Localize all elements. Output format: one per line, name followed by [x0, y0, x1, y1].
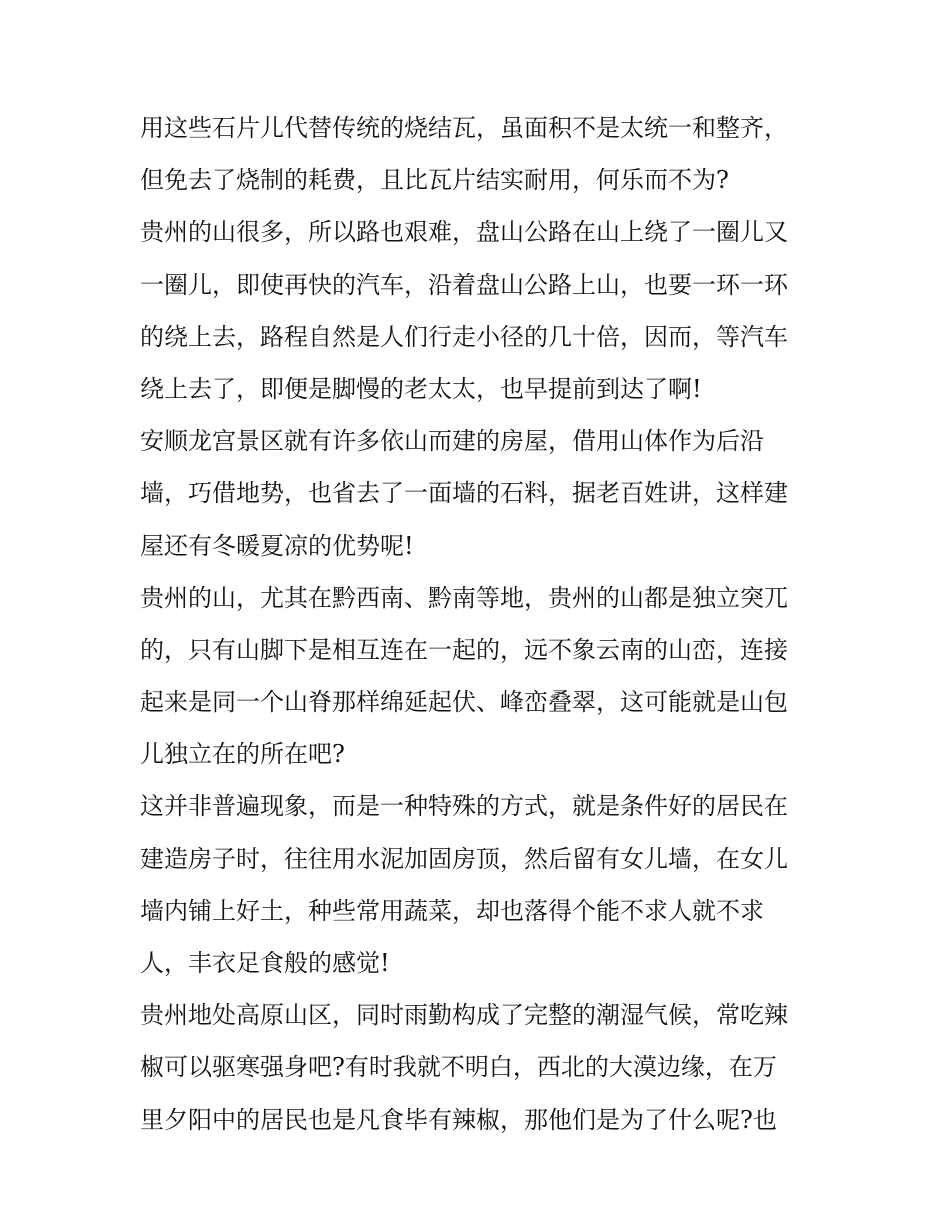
document-body: [140, 102, 820, 1146]
text-line: 一圈儿，即使再快的汽车，沿着盘山公路上山，也要一环一环: [140, 270, 788, 299]
text-line: 贵州地处高原山区，同时雨勤构成了完整的潮湿气候，常吃辣: [140, 1001, 788, 1030]
text-line: 墙内铺上好土，种些常用蔬菜，却也落得个能不求人就不求: [140, 896, 764, 925]
text-line: 屋还有冬暖夏凉的优势呢!: [140, 531, 414, 560]
text-line: 起来是同一个山脊那样绵延起伏、峰峦叠翠，这可能就是山包: [140, 688, 788, 717]
text-line: 用这些石片儿代替传统的烧结瓦，虽面积不是太统一和整齐，: [140, 114, 788, 142]
text-line: 这并非普遍现象，而是一种特殊的方式，就是条件好的居民在: [140, 792, 788, 821]
text-line: 儿独立在的所在吧?: [140, 740, 345, 769]
text-line: 贵州的山，尤其在黔西南、黔南等地，贵州的山都是独立突兀: [140, 583, 788, 612]
text-line: 安顺龙宫景区就有许多依山而建的房屋，借用山体作为后沿: [140, 427, 764, 456]
text-line: 椒可以驱寒强身吧?有时我就不明白，西北的大漠边缘，在万: [140, 1053, 777, 1082]
text-line: 墙，巧借地势，也省去了一面墙的石料，据老百姓讲，这样建: [140, 479, 788, 508]
text-line: 的，只有山脚下是相互连在一起的，远不象云南的山峦，连接: [140, 635, 788, 664]
text-line: 的绕上去，路程自然是人们行走小径的几十倍，因而，等汽车: [140, 322, 788, 351]
text-line: 贵州的山很多，所以路也艰难，盘山公路在山上绕了一圈儿又: [140, 218, 788, 247]
text-line: 里夕阳中的居民也是凡食毕有辣椒，那他们是为了什么呢?也: [140, 1105, 777, 1134]
text-line: 建造房子时，往往用水泥加固房顶，然后留有女儿墙，在女儿: [140, 844, 788, 873]
text-line: 绕上去了，即便是脚慢的老太太，也早提前到达了啊!: [140, 374, 702, 403]
text-line: 但免去了烧制的耗费，且比瓦片结实耐用，何乐而不为?: [140, 166, 729, 195]
text-line: 人，丰衣足食般的感觉!: [140, 949, 390, 977]
